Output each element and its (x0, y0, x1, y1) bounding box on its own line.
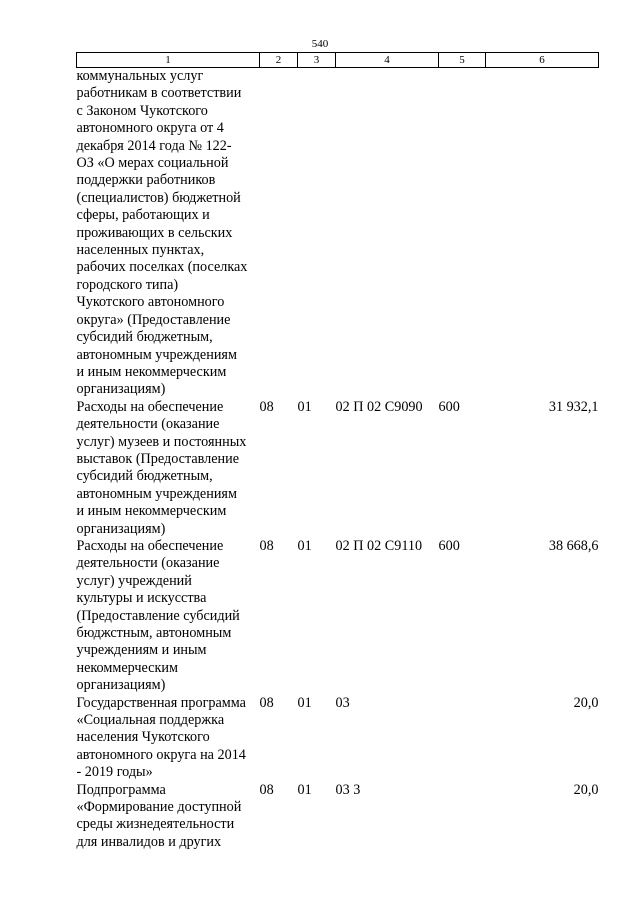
row-section-code: 08 (259, 694, 274, 711)
row-section-code: 08 (259, 398, 274, 415)
row-target-article (336, 68, 439, 399)
row-target-article: 03 3 (335, 781, 361, 798)
row-amount: 31 932,1 (548, 398, 599, 415)
row-target-article: 02 П 02 С9110 (335, 537, 423, 554)
row-description: Государственная программа «Социальная поддержка населения Чукотского автономного округа на 2014 - 2019 годы» (76, 694, 246, 781)
column-header-2: 2 (260, 53, 298, 68)
row-subsection-code: 01 (297, 537, 312, 554)
row-amount: 38 668,6 (548, 537, 599, 554)
row-subsection-code: 01 (297, 694, 312, 711)
row-amount: 20,0 (573, 694, 599, 711)
table-row (77, 695, 599, 782)
row-section-code: 08 (259, 537, 274, 554)
column-header-5: 5 (439, 53, 486, 68)
row-expense-type (439, 782, 486, 852)
column-header-3: 3 (298, 53, 336, 68)
page-number: 540 (311, 38, 329, 50)
row-subsection-code (298, 68, 336, 399)
row-target-article: 03 (335, 694, 350, 711)
table-row (77, 399, 599, 538)
row-amount: 20,0 (573, 781, 599, 798)
row-description: коммунальных услуг работникам в соответствии с Законом Чукотского автономного округа от 4 декабря 2014 года № 122- ОЗ «О мерах социальной поддержки работников (специалистов) бюджетной сферы, работающих и проживающих в сельских населенных пунктах, рабочих поселках (поселках городского типа) Чукотского автономного округа» (Предоставление субсидий бюджетным, автономным учреждениям и иным некоммерческим организациям) (76, 68, 248, 398)
row-subsection-code: 01 (297, 781, 312, 798)
row-target-article: 02 П 02 С9090 (335, 398, 423, 415)
row-expense-type: 600 (438, 398, 460, 415)
row-section-code: 08 (259, 781, 274, 798)
row-amount (486, 68, 599, 399)
table-row (77, 68, 599, 399)
row-expense-type (439, 68, 486, 399)
column-header-6: 6 (486, 53, 599, 68)
row-section-code (260, 68, 298, 399)
row-expense-type (439, 695, 486, 782)
table-row (77, 538, 599, 695)
row-description: Подпрограмма «Формирование доступной среды жизнедеятельности для инвалидов и других (76, 781, 242, 850)
row-description: Расходы на обеспечение деятельности (оказание услуг) учреждений культуры и искусства (Предоставление субсидий бюджстным, автономным учреждениям и иным некоммерческим организациям) (76, 537, 240, 694)
column-header-4: 4 (336, 53, 439, 68)
row-subsection-code: 01 (297, 398, 312, 415)
budget-table (76, 52, 599, 851)
column-number-header-row (77, 53, 599, 68)
row-description: Расходы на обеспечение деятельности (оказание услуг) музеев и постоянных выставок (Предоставление субсидий бюджетным, автономным учреждениям и иным некоммерческим организациям) (76, 398, 247, 537)
row-expense-type: 600 (438, 537, 460, 554)
table-row (77, 782, 599, 852)
column-header-1: 1 (77, 53, 260, 68)
